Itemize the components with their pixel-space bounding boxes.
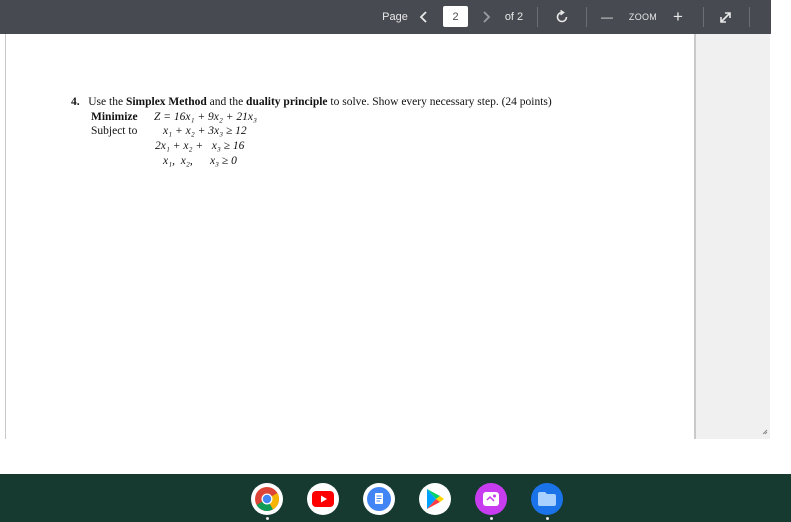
chrome-app-icon[interactable] <box>251 483 283 515</box>
rotate-button[interactable] <box>552 0 572 34</box>
chevron-right-icon <box>481 11 491 23</box>
gallery-app-icon[interactable] <box>475 483 507 515</box>
chevron-left-icon <box>419 11 429 23</box>
constraint-1: x₁ + x₂ + 3x₃ ≥ 12 <box>163 125 247 137</box>
subject-to-label: Subject to <box>91 125 138 137</box>
expand-icon <box>719 11 732 24</box>
page-number-input[interactable]: 2 <box>443 6 468 27</box>
docs-app-icon[interactable] <box>363 483 395 515</box>
running-indicator <box>546 517 549 520</box>
toolbar-divider <box>586 7 587 27</box>
rotate-icon <box>555 10 569 24</box>
zoom-in-button[interactable]: + <box>673 7 683 26</box>
side-panel <box>695 34 770 439</box>
minimize-label: Minimize <box>91 111 138 123</box>
objective-function: Z = 16x₁ + 9x₂ + 21x₃ <box>154 111 257 123</box>
files-app-icon[interactable] <box>531 483 563 515</box>
toolbar-divider <box>537 7 538 27</box>
play-store-app-icon[interactable] <box>419 483 451 515</box>
fullscreen-button[interactable] <box>716 0 734 34</box>
nonnegativity-constraint: x₁, x₂, x₃ ≥ 0 <box>163 155 237 167</box>
problem-statement <box>71 96 552 108</box>
pdf-toolbar <box>0 0 771 34</box>
youtube-app-icon[interactable] <box>307 483 339 515</box>
problem-number: 4. <box>71 96 80 108</box>
constraint-2: 2x₁ + x₂ + x₃ ≥ 16 <box>155 140 245 152</box>
next-page-button[interactable] <box>478 0 494 34</box>
toolbar-divider <box>703 7 704 27</box>
toolbar-divider <box>749 7 750 27</box>
page-total: of 2 <box>504 11 524 23</box>
simplex-method-text: Simplex Method <box>125 96 207 108</box>
pdf-page <box>5 34 695 439</box>
zoom-label: ZOOM <box>628 12 658 22</box>
chromeos-shelf <box>0 474 791 522</box>
resize-grip-icon[interactable] <box>762 428 768 437</box>
page-label: Page <box>382 11 408 23</box>
problem-intro: to solve. Show every necessary step. (24 points) <box>327 96 552 108</box>
zoom-out-button[interactable]: — <box>601 10 613 24</box>
previous-page-button[interactable] <box>416 0 432 34</box>
running-indicator <box>266 517 269 520</box>
duality-principle-text: duality principle <box>246 96 328 108</box>
running-indicator <box>490 517 493 520</box>
problem-intro: Use the <box>88 96 126 108</box>
problem-intro: and the <box>206 96 247 108</box>
